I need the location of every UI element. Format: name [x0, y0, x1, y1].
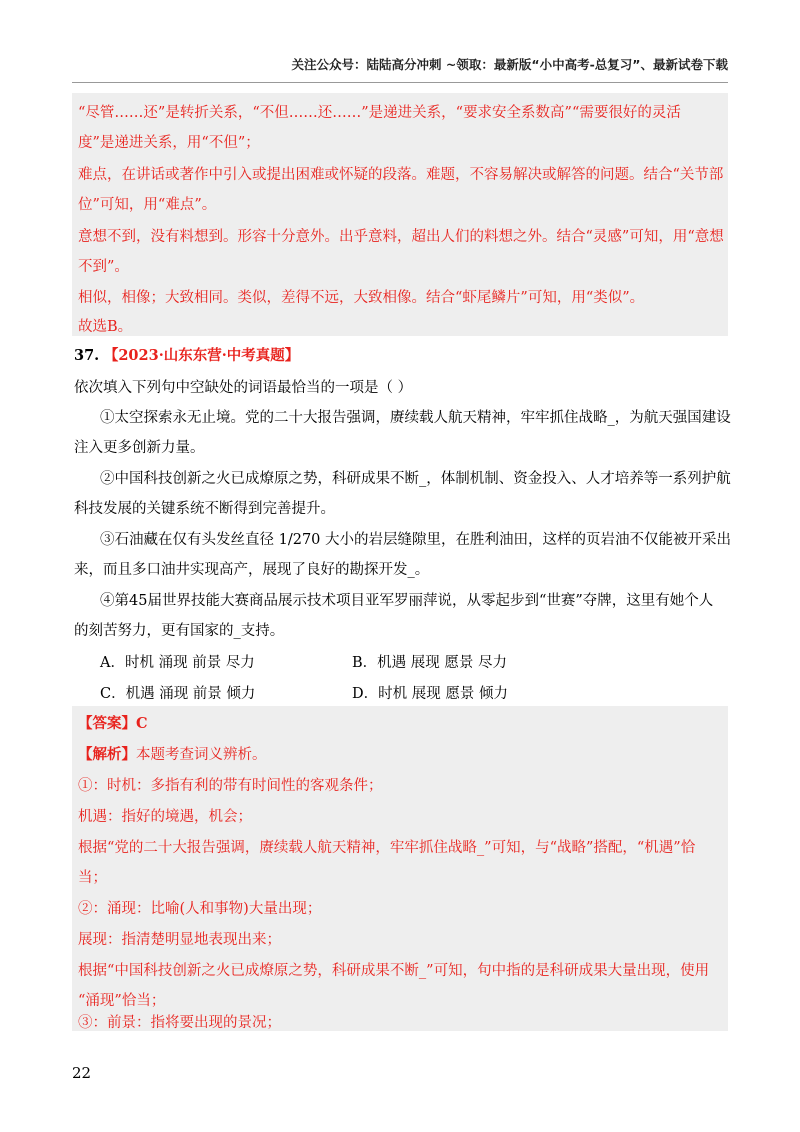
question-source: 【2023·山东东营·中考真题】	[103, 347, 300, 364]
explanation-line: 难点，在讲话或著作中引入或提出困难或怀疑的段落。难题，不容易解决或解答的问题。结合“关节部	[78, 167, 724, 183]
previous-explanation-block	[72, 93, 728, 336]
answer-label: 【答案】	[78, 715, 136, 732]
analysis-line: “涌现”恰当；	[78, 993, 166, 1009]
question-sentence: ②中国科技创新之火已成燎原之势，科研成果不断_，体制机制、资金投入、人才培养等一系列护航	[100, 471, 731, 487]
header-divider	[72, 82, 728, 83]
explanation-line: 位”可知，用“难点”。	[78, 197, 217, 213]
question-header	[74, 344, 299, 365]
page-header: 关注公众号：陆陆高分冲刺 ~领取：最新版“小中高考-总复习”、最新试卷下载	[291, 57, 728, 72]
analysis-line: 根据“党的二十大报告强调，赓续载人航天精神，牢牢抓住战略_”可知，与“战略”搭配，“机遇”恰	[78, 840, 696, 856]
option-a: A．时机 涌现 前景 尽力	[100, 655, 255, 671]
analysis-line: 机遇：指好的境遇，机会；	[78, 809, 252, 825]
page-number: 22	[72, 1064, 92, 1082]
analysis-intro-line	[78, 743, 267, 764]
question-sentence: ③石油藏在仅有头发丝直径 1/270 大小的岩层缝隙里，在胜利油田，这样的页岩油不仅能被开采出	[100, 532, 732, 548]
question-number: 37.	[74, 347, 100, 364]
question-sentence: 来，而且多口油井实现高产，展现了良好的勘探开发_。	[74, 562, 430, 578]
option-c: C．机遇 涌现 前景 倾力	[100, 686, 256, 702]
explanation-line: “尽管……还”是转折关系，“不但……还……”是递进关系，“要求安全系数高”“需要很好的灵活	[78, 105, 681, 121]
explanation-line: 相似，相像；大致相同。类似，差得不远，大致相像。结合“虾尾鳞片”可知，用“类似”。	[78, 290, 645, 306]
analysis-line: ②：涌现：比喻(人和事物)大量出现；	[78, 901, 322, 917]
answer-value: C	[136, 715, 148, 732]
analysis-line: 当；	[78, 870, 107, 886]
option-d: D．时机 展现 愿景 倾力	[352, 686, 508, 702]
explanation-conclusion: 故选B。	[78, 319, 133, 335]
analysis-line: ①：时机：多指有利的带有时间性的客观条件；	[78, 778, 383, 794]
answer-analysis-block	[72, 706, 728, 1031]
question-sentence: ④第45届世界技能大赛商品展示技术项目亚军罗丽萍说，从零起步到“世赛”夺牌，这里有她个人	[100, 593, 714, 609]
question-sentence: 科技发展的关键系统不断得到完善提升。	[74, 501, 335, 517]
answer-line	[78, 712, 148, 733]
question-sentence: ①太空探索永无止境。党的二十大报告强调，赓续载人航天精神，牢牢抓住战略_，为航天强国建设	[100, 410, 731, 426]
analysis-line: 展现：指清楚明显地表现出来；	[78, 932, 281, 948]
question-sentence: 的刻苦努力，更有国家的_支持。	[74, 623, 285, 639]
analysis-intro: 本题考查词义辨析。	[136, 747, 267, 763]
question-sentence: 注入更多创新力量。	[74, 440, 205, 456]
explanation-line: 意想不到，没有料想到。形容十分意外。出乎意料，超出人们的料想之外。结合“灵感”可知，用“意想	[78, 229, 724, 245]
analysis-label: 【解析】	[78, 746, 136, 763]
analysis-line: ③：前景：指将要出现的景况；	[78, 1015, 281, 1031]
explanation-line: 度”是递进关系，用“不但”；	[78, 135, 260, 151]
analysis-line: 根据“中国科技创新之火已成燎原之势，科研成果不断_”可知，句中指的是科研成果大量出现，使用	[78, 963, 710, 979]
option-b: B．机遇 展现 愿景 尽力	[352, 655, 507, 671]
explanation-line: 不到”。	[78, 259, 129, 275]
question-stem: 依次填入下列句中空缺处的词语最恰当的一项是（ ）	[74, 380, 413, 396]
